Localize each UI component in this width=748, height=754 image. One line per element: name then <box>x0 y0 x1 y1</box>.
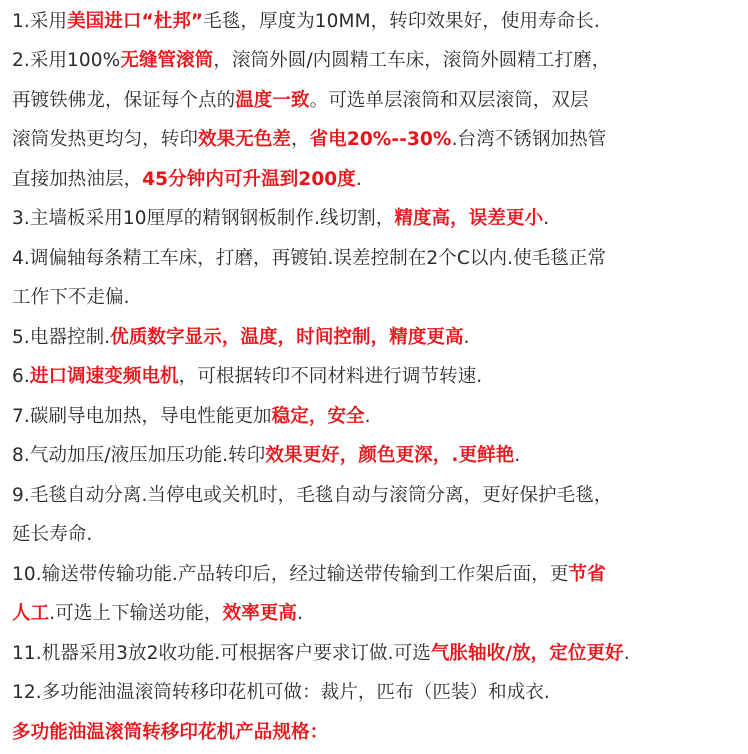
body-text: 延长寿命. <box>12 524 93 545</box>
body-text: 3.主墙板采用10厘厚的精钢钢板制作.线切割， <box>12 208 395 229</box>
line-10 <box>12 359 482 395</box>
body-text: 4.调偏轴每条精工车床，打磨，再镀铂.误差控制在2个C以内.使毛毯正常 <box>12 248 607 269</box>
highlight-text: 气胀轴收/放，定位更好 <box>430 643 624 664</box>
line-9 <box>12 320 470 356</box>
body-text: 6. <box>12 366 30 387</box>
body-text: 8.气动加压/液压加压功能.转印 <box>12 445 266 466</box>
highlight-text: 优质数字显示，温度，时间控制，精度更高 <box>110 327 464 348</box>
highlight-text: 美国进口“杜邦” <box>67 11 204 32</box>
line-17 <box>12 636 630 672</box>
line-11 <box>12 399 371 435</box>
body-text: 再镀铁佛龙，保证每个点的 <box>12 90 236 111</box>
body-text: 2.采用100% <box>12 50 121 71</box>
body-text: 工作下不走偏. <box>12 287 130 308</box>
spec-heading: 多功能油温滚筒转移印花机产品规格： <box>12 722 329 743</box>
body-text: . <box>623 643 630 664</box>
highlight-text: 效果无色差 <box>198 129 292 150</box>
line-6 <box>12 201 549 237</box>
line-12 <box>12 438 520 474</box>
body-text: 12.多功能油温滚筒转移印花机可做：裁片，匹布（匹装）和成衣. <box>12 682 550 703</box>
line-2 <box>12 43 610 79</box>
highlight-text: 进口调速变频电机 <box>29 366 179 387</box>
line-14 <box>12 517 92 553</box>
body-text: . <box>463 327 470 348</box>
body-text: 11.机器采用3放2收功能.可根据客户要求订做.可选 <box>12 643 431 664</box>
line-13 <box>12 478 612 514</box>
body-text: . <box>514 445 521 466</box>
body-text: 滚筒发热更均匀，转印 <box>12 129 199 150</box>
highlight-text: 45分钟内可升温到200度 <box>142 169 356 190</box>
body-text: .可选上下输送功能， <box>49 603 223 624</box>
line-18 <box>12 675 550 711</box>
body-text: ，滚筒外圆/内圆精工车床，滚筒外圆精工打磨， <box>213 50 611 71</box>
highlight-text: 稳定，安全 <box>271 406 365 427</box>
line-8 <box>12 280 130 316</box>
highlight-text: 精度高，误差更小 <box>394 208 544 229</box>
body-text: 9.毛毯自动分离.当停电或关机时，毛毯自动与滚筒分离，更好保护毛毯， <box>12 485 613 506</box>
body-text: 1.采用 <box>12 11 68 32</box>
line-5 <box>12 162 362 198</box>
body-text: 10.输送带传输功能.产品转印后，经过输送带传输到工作架后面，更 <box>12 564 569 585</box>
highlight-text: 省电20%--30% <box>309 129 452 150</box>
highlight-text: 人工 <box>12 603 50 624</box>
body-text: .台湾不锈钢加热管 <box>451 129 607 150</box>
line-16 <box>12 596 303 632</box>
highlight-text: 无缝管滚筒 <box>120 50 214 71</box>
body-text: . <box>364 406 371 427</box>
highlight-text: 效果更好，颜色更深，.更鲜艳 <box>265 445 515 466</box>
line-15 <box>12 557 606 593</box>
line-7 <box>12 241 606 277</box>
highlight-text: 节省 <box>568 564 606 585</box>
body-text: ，可根据转印不同材料进行调节转速. <box>178 366 483 387</box>
body-text: . <box>543 208 550 229</box>
body-text: 直接加热油层， <box>12 169 143 190</box>
body-text: 毛毯，厚度为10MM，转印效果好，使用寿命长. <box>203 11 600 32</box>
body-text: . <box>297 603 303 624</box>
body-text: 7.碳刷导电加热，导电性能更加 <box>12 406 272 427</box>
body-text: ， <box>291 129 310 150</box>
line-3 <box>12 83 589 119</box>
body-text: 5.电器控制. <box>12 327 111 348</box>
line-4 <box>12 122 606 158</box>
body-text: . <box>355 169 362 190</box>
line-1 <box>12 4 600 40</box>
body-text: 。可选单层滚筒和双层滚筒，双层 <box>309 90 589 111</box>
highlight-text: 温度一致 <box>235 90 310 111</box>
highlight-text: 效率更高 <box>222 603 297 624</box>
